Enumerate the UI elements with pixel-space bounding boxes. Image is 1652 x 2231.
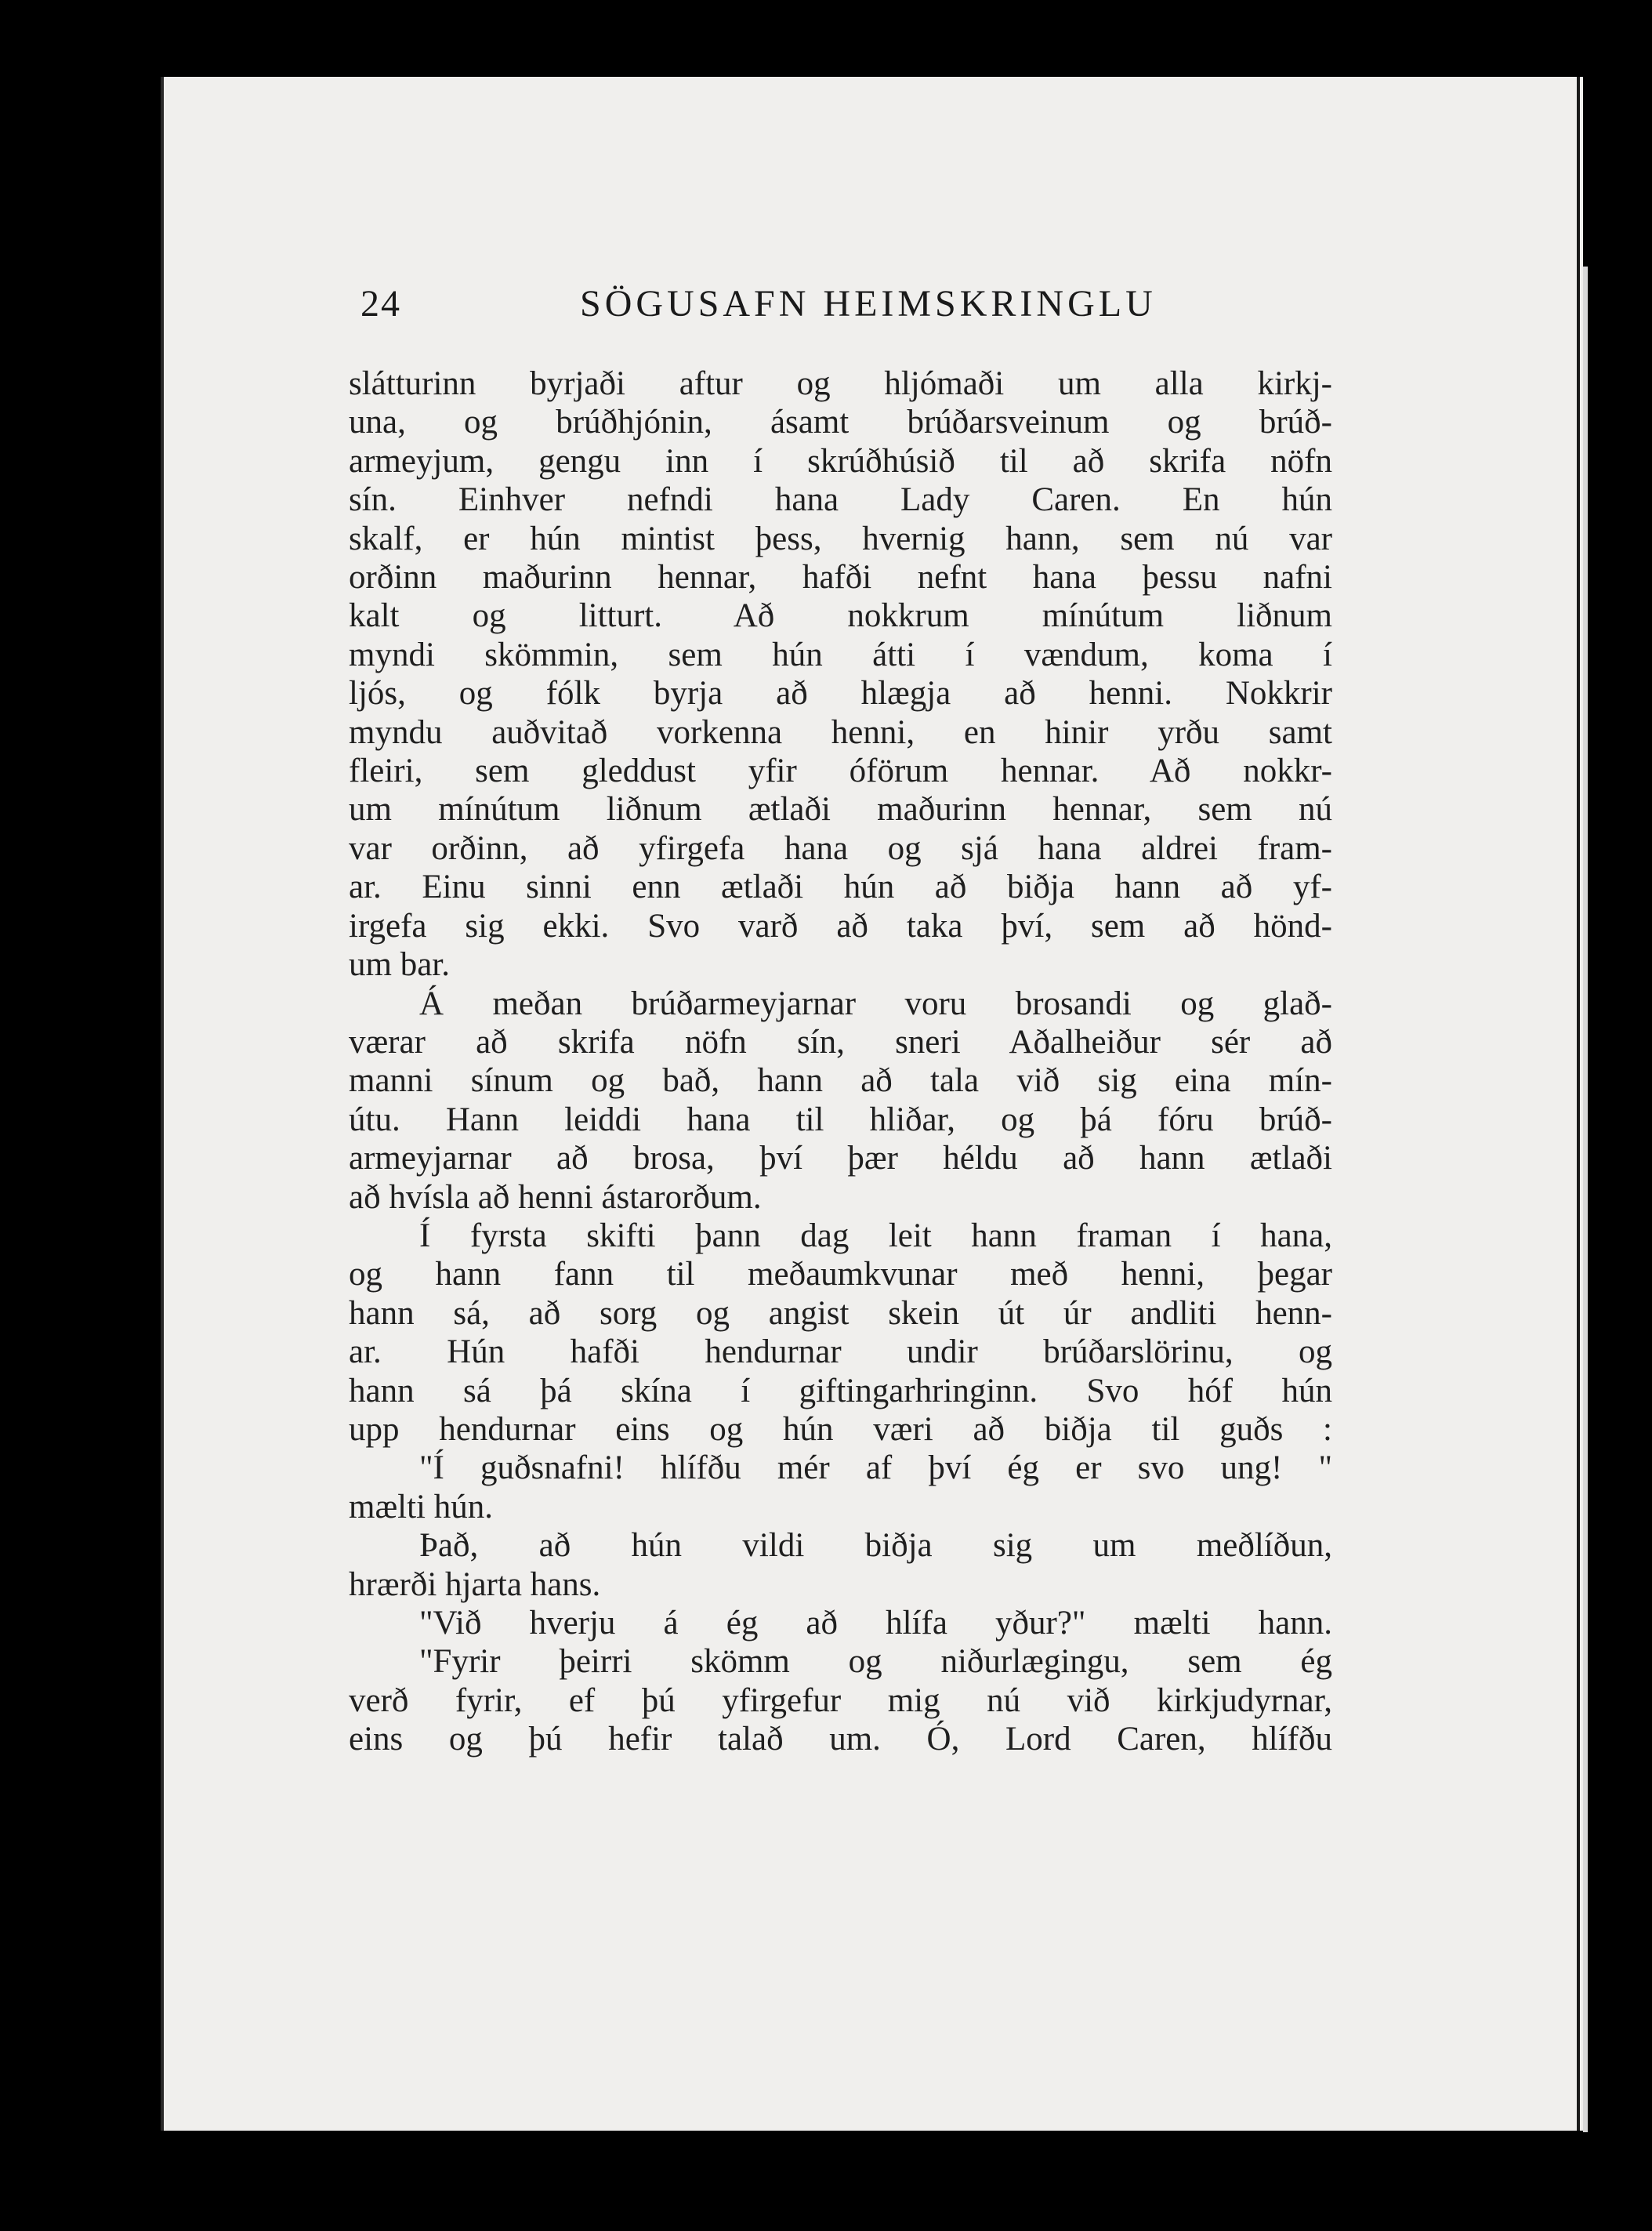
- text-line: armeyjum, gengu inn í skrúðhúsið til að skrifa nöfn: [349, 442, 1332, 480]
- text-line: Í fyrsta skifti þann dag leit hann framan í hana,: [419, 1217, 1332, 1254]
- text-line: slátturinn byrjaði aftur og hljómaði um alla kirkj-: [349, 365, 1332, 402]
- text-line: hrærði hjarta hans.: [349, 1565, 601, 1603]
- text-line: orðinn maðurinn hennar, hafði nefnt hana þessu nafni: [349, 559, 1332, 597]
- text-line: um bar.: [349, 946, 450, 984]
- text-line: Það, að hún vildi biðja sig um meðlíðun,: [419, 1527, 1332, 1565]
- running-title: SÖGUSAFN HEIMSKRINGLU: [580, 283, 1157, 325]
- text-line: ar. Einu sinni enn ætlaði hún að biðja hann að yf-: [349, 869, 1332, 906]
- text-line: myndu auðvitað vorkenna henni, en hinir yrðu samt: [349, 713, 1332, 751]
- text-line: var orðinn, að yfirgefa hana og sjá hana aldrei fram-: [349, 829, 1332, 867]
- text-line: verð fyrir, ef þú yfirgefur mig nú við kirkjudyrnar,: [349, 1681, 1332, 1719]
- text-line: sín. Einhver nefndi hana Lady Caren. En hún: [349, 481, 1332, 519]
- text-line: una, og brúðhjónin, ásamt brúðarsveinum og brúð-: [349, 404, 1332, 441]
- text-line: upp hendurnar eins og hún væri að biðja til guðs :: [349, 1410, 1332, 1448]
- text-line: "Við hverju á ég að hlífa yður?" mælti hann.: [419, 1605, 1332, 1642]
- text-line: hann sá, að sorg og angist skein út úr andliti henn-: [349, 1294, 1332, 1332]
- body-text: [349, 365, 1332, 1759]
- text-line: manni sínum og bað, hann að tala við sig eina mín-: [349, 1062, 1332, 1100]
- text-line: og hann fann til meðaumkvunar með henni, þegar: [349, 1256, 1332, 1293]
- text-line: fleiri, sem gleddust yfir óförum hennar. Að nokkr-: [349, 753, 1332, 790]
- running-header: [360, 282, 1199, 345]
- text-line: um mínútum liðnum ætlaði maðurinn hennar, sem nú: [349, 791, 1332, 829]
- facing-page-edge: [1583, 267, 1588, 2132]
- text-line: ljós, og fólk byrja að hlægja að henni. Nokkrir: [349, 675, 1332, 713]
- text-line: hann sá þá skína í giftingarhringinn. Svo hóf hún: [349, 1372, 1332, 1409]
- page-number: 24: [360, 283, 401, 325]
- text-line: armeyjarnar að brosa, því þær héldu að hann ætlaði: [349, 1140, 1332, 1177]
- text-line: kalt og litturt. Að nokkrum mínútum liðnum: [349, 597, 1332, 635]
- text-line: "Fyrir þeirri skömm og niðurlægingu, sem ég: [419, 1643, 1332, 1681]
- page-edge: [1577, 77, 1580, 2131]
- text-line: myndi skömmin, sem hún átti í vændum, koma í: [349, 636, 1332, 673]
- text-line: Á meðan brúðarmeyjarnar voru brosandi og glað-: [419, 985, 1332, 1022]
- text-line: ar. Hún hafði hendurnar undir brúðarslörinu, og: [349, 1333, 1332, 1371]
- text-line: útu. Hann leiddi hana til hliðar, og þá fóru brúð-: [349, 1101, 1332, 1138]
- text-line: skalf, er hún mintist þess, hvernig hann, sem nú var: [349, 520, 1332, 557]
- text-line: "Í guðsnafni! hlífðu mér af því ég er svo ung! ": [419, 1449, 1332, 1487]
- text-line: að hvísla að henni ástarorðum.: [349, 1178, 762, 1216]
- text-line: mælti hún.: [349, 1488, 493, 1525]
- text-line: værar að skrifa nöfn sín, sneri Aðalheiður sér að: [349, 1023, 1332, 1061]
- text-line: irgefa sig ekki. Svo varð að taka því, sem að hönd-: [349, 907, 1332, 945]
- text-line: eins og þú hefir talað um. Ó, Lord Caren, hlífðu: [349, 1721, 1332, 1758]
